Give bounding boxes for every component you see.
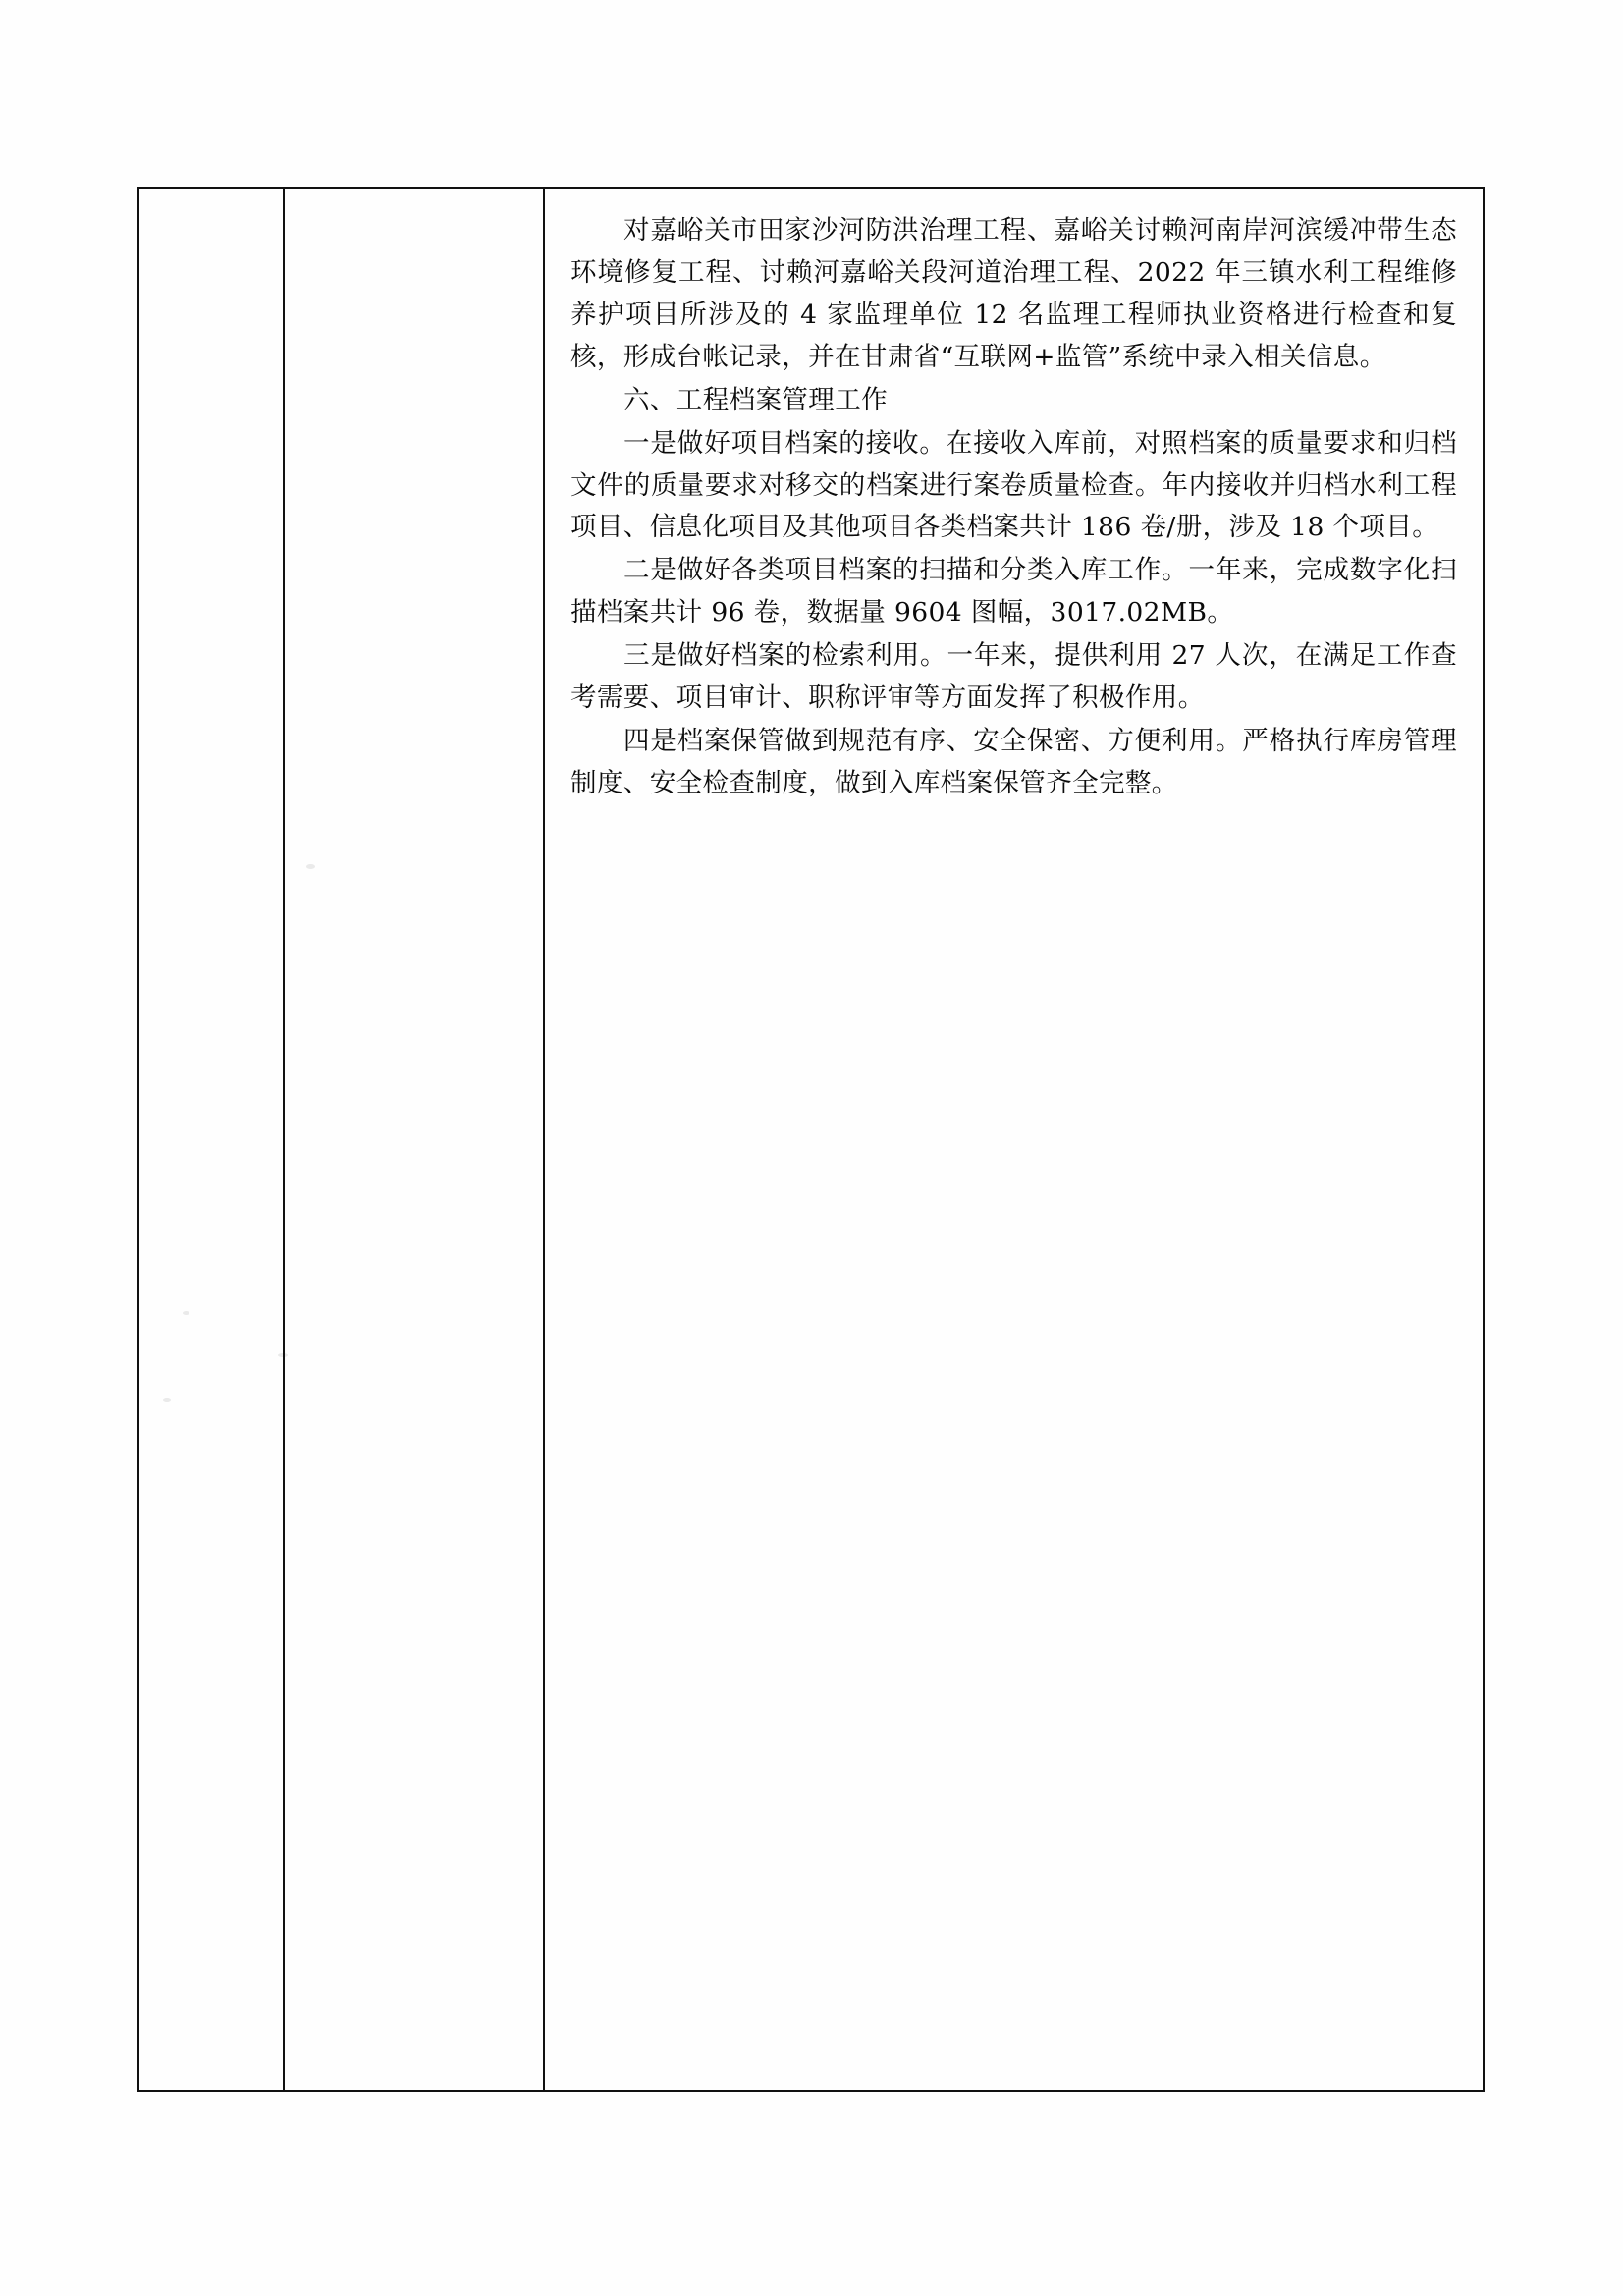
table-column-left [139, 189, 285, 2090]
paragraph-4: 三是做好档案的检索利用。一年来，提供利用 27 人次，在满足工作查考需要、项目审计、职称评审等方面发挥了积极作用。 [570, 640, 1457, 714]
paragraph-2: 一是做好项目档案的接收。在接收入库前，对照档案的质量要求和归档文件的质量要求对移交的档案进行案卷质量检查。年内接收并归档水利工程项目、信息化项目及其他项目各类档案共计 186 卷/册，涉及 18 个项目。 [570, 427, 1457, 543]
paragraph-3: 二是做好各类项目档案的扫描和分类入库工作。一年来，完成数字化扫描档案共计 96 卷，数据量 9604 图幅，3017.02MB。 [570, 555, 1457, 629]
table-column-middle [285, 189, 545, 2090]
section-heading-six: 六、工程档案管理工作 [623, 384, 888, 415]
paragraph-5: 四是档案保管做到规范有序、安全保密、方便利用。严格执行库房管理制度、安全检查制度，做到入库档案保管齐全完整。 [570, 726, 1457, 798]
content-table [137, 187, 1485, 2092]
paragraph-1: 对嘉峪关市田家沙河防洪治理工程、嘉峪关讨赖河南岸河滨缓冲带生态环境修复工程、讨赖河嘉峪关段河道治理工程、2022 年三镇水利工程维修养护项目所涉及的 4 家监理单位 12 名监理工程师执业资格进行检查和复核，形成台帐记录，并在甘肃省“互联网+监管”系统中录入相关信息。 [570, 215, 1457, 372]
main-text-block [570, 210, 1457, 805]
table-column-main [545, 189, 1483, 2090]
